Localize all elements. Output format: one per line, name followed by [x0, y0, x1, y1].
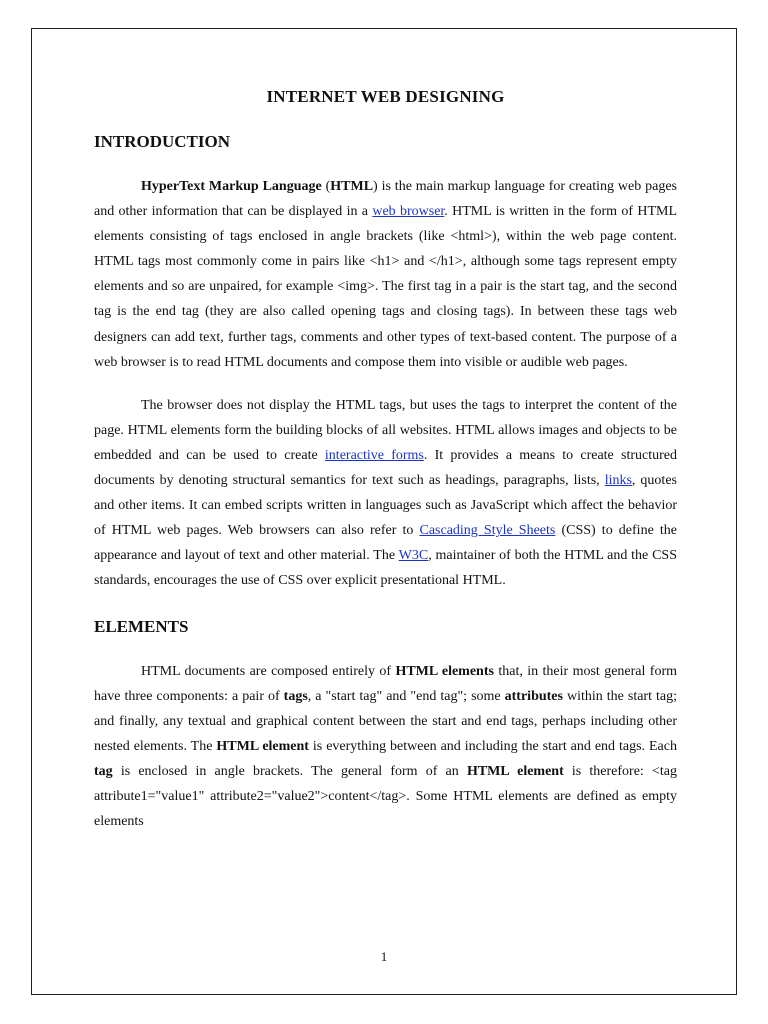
text-span: that, in their most general form have three components: a pair of: [94, 663, 677, 704]
term-attributes: attributes: [504, 688, 563, 704]
text-span: HTML documents are composed entirely of: [141, 663, 396, 679]
text-span: , a "start tag" and "end tag"; some: [307, 688, 505, 704]
text-span: within the start tag; and finally, any textual and graphical content between the start and end tags, perhaps including other nested elements. The: [94, 688, 677, 754]
term-html: HTML: [330, 179, 374, 194]
text-span: , quotes and other items. It can embed scripts written in languages such as JavaScript which affect the behavior of HTML web pages. Web browsers can also refer to: [94, 473, 677, 539]
text-span: is therefore: <tag attribute1="value1" attribute2="value2">content</tag>. Some HTML elements are defined as empty elements: [94, 763, 677, 830]
text-span: . It provides a means to create structured documents by denoting structural semantics for text such as headings, paragraphs, lists,: [94, 447, 677, 489]
term-html-element: HTML element: [216, 738, 309, 754]
elements-heading: ELEMENTS: [94, 616, 189, 636]
introduction-paragraph-1: [94, 174, 677, 375]
link-cascading-style-sheets[interactable]: Cascading Style Sheets: [419, 523, 556, 539]
page-content: [94, 87, 677, 834]
text-span: ) is the main markup language for creating web pages and other information that can be displayed in a: [94, 179, 677, 220]
link-w3c[interactable]: W3C: [398, 548, 429, 564]
text-span: , maintainer of both the HTML and the CSS standards, encourages the use of CSS over explicit presentational HTML.: [94, 548, 677, 589]
text-span: is enclosed in angle brackets. The general form of an: [112, 763, 467, 779]
page-number: 1: [380, 949, 388, 964]
elements-paragraph-1: [94, 659, 677, 835]
text-span: . HTML is written in the form of HTML elements consisting of tags enclosed in angle brackets (like <html>), within the web page content. HTML tags most commonly come in pairs like <h1> and </h1>, although some tags represent empty elements and so are unpaired, for example <img>. The first tag in a pair is the start tag, and the second tag is the end tag (they are also called opening tags and closing tags). In between these tags web designers can add text, further tags, comments and other types of text-based content. The purpose of a web browser is to read HTML documents and compose them into visible or audible web pages.: [94, 204, 677, 370]
term-tags: tags: [283, 688, 308, 704]
text-span: The browser does not display the HTML tags, but uses the tags to interpret the content of the page. HTML elements form the building blocks of all websites. HTML allows images and objects to be embedded and can be used to create: [94, 397, 677, 463]
text-span: is everything between and including the start and end tags. Each: [308, 738, 677, 754]
link-interactive-forms[interactable]: interactive forms: [324, 447, 424, 463]
document-page: [31, 28, 737, 995]
text-span: (: [321, 179, 331, 194]
document-title: INTERNET WEB DESIGNING: [266, 87, 505, 106]
term-html-element: HTML element: [466, 763, 564, 779]
term-html-elements: HTML elements: [395, 663, 494, 679]
link-web-browser[interactable]: web browser: [372, 204, 445, 220]
introduction-heading: INTRODUCTION: [94, 132, 231, 151]
term-hypertext-markup-language: HyperText Markup Language: [141, 179, 322, 194]
term-tag: tag: [94, 763, 113, 779]
introduction-paragraph-2: [94, 393, 677, 594]
text-span: (CSS) to define the appearance and layout of text and other material. The: [94, 523, 677, 564]
link-links[interactable]: links: [604, 473, 632, 489]
